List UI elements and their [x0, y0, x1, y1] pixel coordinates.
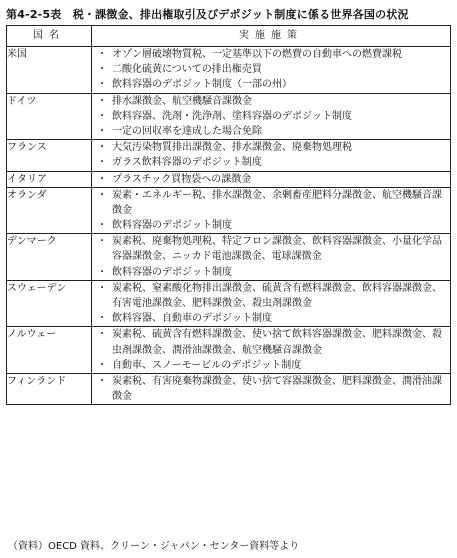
measure-item: [92, 188, 450, 218]
bullet-icon: ・: [97, 236, 107, 248]
bullet-icon: ・: [97, 266, 107, 278]
measure-text: 飲料容器のデポジット制度: [112, 220, 232, 232]
measure-text: 炭素税、廃棄物処理税、特定フロン課徴金、飲料容器課徴金、小量化学品容器課徴金、ニッカド電池課徴金、電球課徴金: [112, 236, 442, 263]
measure-text: 飲料容器のデポジット制度（一部の州）: [112, 79, 292, 91]
bullet-icon: ・: [97, 220, 107, 232]
table-row: [7, 327, 451, 374]
country-cell: ノルウェー: [7, 327, 92, 374]
measure-item: [92, 77, 450, 92]
measure-text: 自動車、スノーモービルのデポジット制度: [112, 359, 302, 371]
measure-item: [92, 140, 450, 155]
measure-text: 飲料容器、洗剤・洗浄剤、塗料容器のデポジット制度: [112, 110, 352, 122]
measure-text: 飲料容器のデポジット制度: [112, 266, 232, 278]
table-title: 第4-2-5表 税・課徴金、排出権取引及びデポジット制度に係る世界各国の状況: [6, 8, 409, 21]
measures-cell: [92, 93, 451, 140]
header-measures: 実施施策: [92, 26, 451, 47]
table-row: [7, 140, 451, 171]
table-row: [7, 93, 451, 140]
measure-text: 炭素・エネルギー税、排水課徴金、余剰畜産肥料分課徴金、航空機騒音課徴金: [112, 189, 442, 216]
measures-cell: [92, 327, 451, 374]
measures-cell: [92, 171, 451, 187]
source-note: （資料）OECD 資料、クリーン・ジャパン・センター資料等より: [8, 541, 300, 552]
measure-item: [92, 265, 450, 280]
measures-cell: [92, 187, 451, 234]
measure-item: [92, 94, 450, 109]
country-cell: フィンランド: [7, 373, 92, 404]
bullet-icon: ・: [97, 157, 107, 169]
measure-text: 炭素税、硫黄含有燃料課徴金、使い捨て飲料容器課徴金、肥料課徴金、殺虫剤課徴金、潤滑油課徴金、航空機騒音課徴金: [112, 329, 442, 356]
measure-text: 炭素税、有害廃棄物課徴金、使い捨て容器課徴金、肥料課徴金、潤滑油課徴金: [112, 375, 442, 403]
bullet-icon: ・: [97, 142, 107, 154]
measure-text: 炭素税、窒素酸化物排出課徴金、硫黄含有燃料課徴金、飲料容器課徴金、有害電池課徴金、肥料課徴金、殺虫剤課徴金: [112, 282, 442, 309]
measure-text: 二酸化硫黄についての排出権売買: [112, 64, 262, 76]
measure-text: ガラス飲料容器のデポジット制度: [112, 157, 262, 169]
measure-text: プラスチック買物袋への課徴金: [112, 173, 252, 185]
measure-text: 一定の回収率を達成した場合免除: [112, 125, 262, 137]
bullet-icon: ・: [97, 79, 107, 91]
bullet-icon: ・: [97, 313, 107, 325]
measure-item: [92, 281, 450, 311]
header-row: [7, 26, 451, 47]
bullet-icon: ・: [97, 329, 107, 341]
country-cell: デンマーク: [7, 234, 92, 281]
bullet-icon: ・: [97, 125, 107, 137]
header-country: 国名: [7, 26, 92, 47]
measure-item: [92, 62, 450, 77]
measure-item: [92, 155, 450, 170]
measure-item: [92, 358, 450, 373]
bullet-icon: ・: [97, 49, 107, 60]
measures-cell: [92, 373, 451, 404]
bullet-icon: ・: [97, 95, 107, 107]
measure-item: [92, 124, 450, 139]
measure-item: [92, 311, 450, 326]
measure-text: 飲料容器、自動車のデポジット制度: [112, 313, 272, 325]
table-row: [7, 373, 451, 404]
policy-table: [6, 25, 451, 405]
measure-text: 大気汚染物質排出課徴金、排水課徴金、廃棄物処理税: [112, 142, 352, 154]
measure-item: [92, 327, 450, 357]
bullet-icon: ・: [97, 189, 107, 201]
table-row: [7, 171, 451, 187]
table-body: [7, 47, 451, 405]
country-cell: ドイツ: [7, 93, 92, 140]
table-row: [7, 280, 451, 327]
bullet-icon: ・: [97, 282, 107, 294]
country-cell: イタリア: [7, 171, 92, 187]
country-cell: オランダ: [7, 187, 92, 234]
measure-item: [92, 234, 450, 264]
measures-cell: [92, 140, 451, 171]
measures-cell: [92, 47, 451, 94]
country-cell: フランス: [7, 140, 92, 171]
measures-cell: [92, 280, 451, 327]
table-row: [7, 234, 451, 281]
bullet-icon: ・: [97, 173, 107, 185]
measure-text: オゾン層破壊物質税、一定基準以下の燃費の自動車への燃費課税: [112, 49, 402, 60]
measures-cell: [92, 234, 451, 281]
measure-item: [92, 218, 450, 233]
country-cell: スウェーデン: [7, 280, 92, 327]
measure-item: [92, 374, 450, 404]
measure-item: [92, 109, 450, 124]
bullet-icon: ・: [97, 359, 107, 371]
measure-item: [92, 172, 450, 187]
table-row: [7, 47, 451, 94]
bullet-icon: ・: [97, 375, 107, 387]
bullet-icon: ・: [97, 64, 107, 76]
table-row: [7, 187, 451, 234]
bullet-icon: ・: [97, 110, 107, 122]
measure-item: [92, 47, 450, 62]
measure-text: 排水課徴金、航空機騒音課徴金: [112, 95, 252, 107]
country-cell: 米国: [7, 47, 92, 94]
